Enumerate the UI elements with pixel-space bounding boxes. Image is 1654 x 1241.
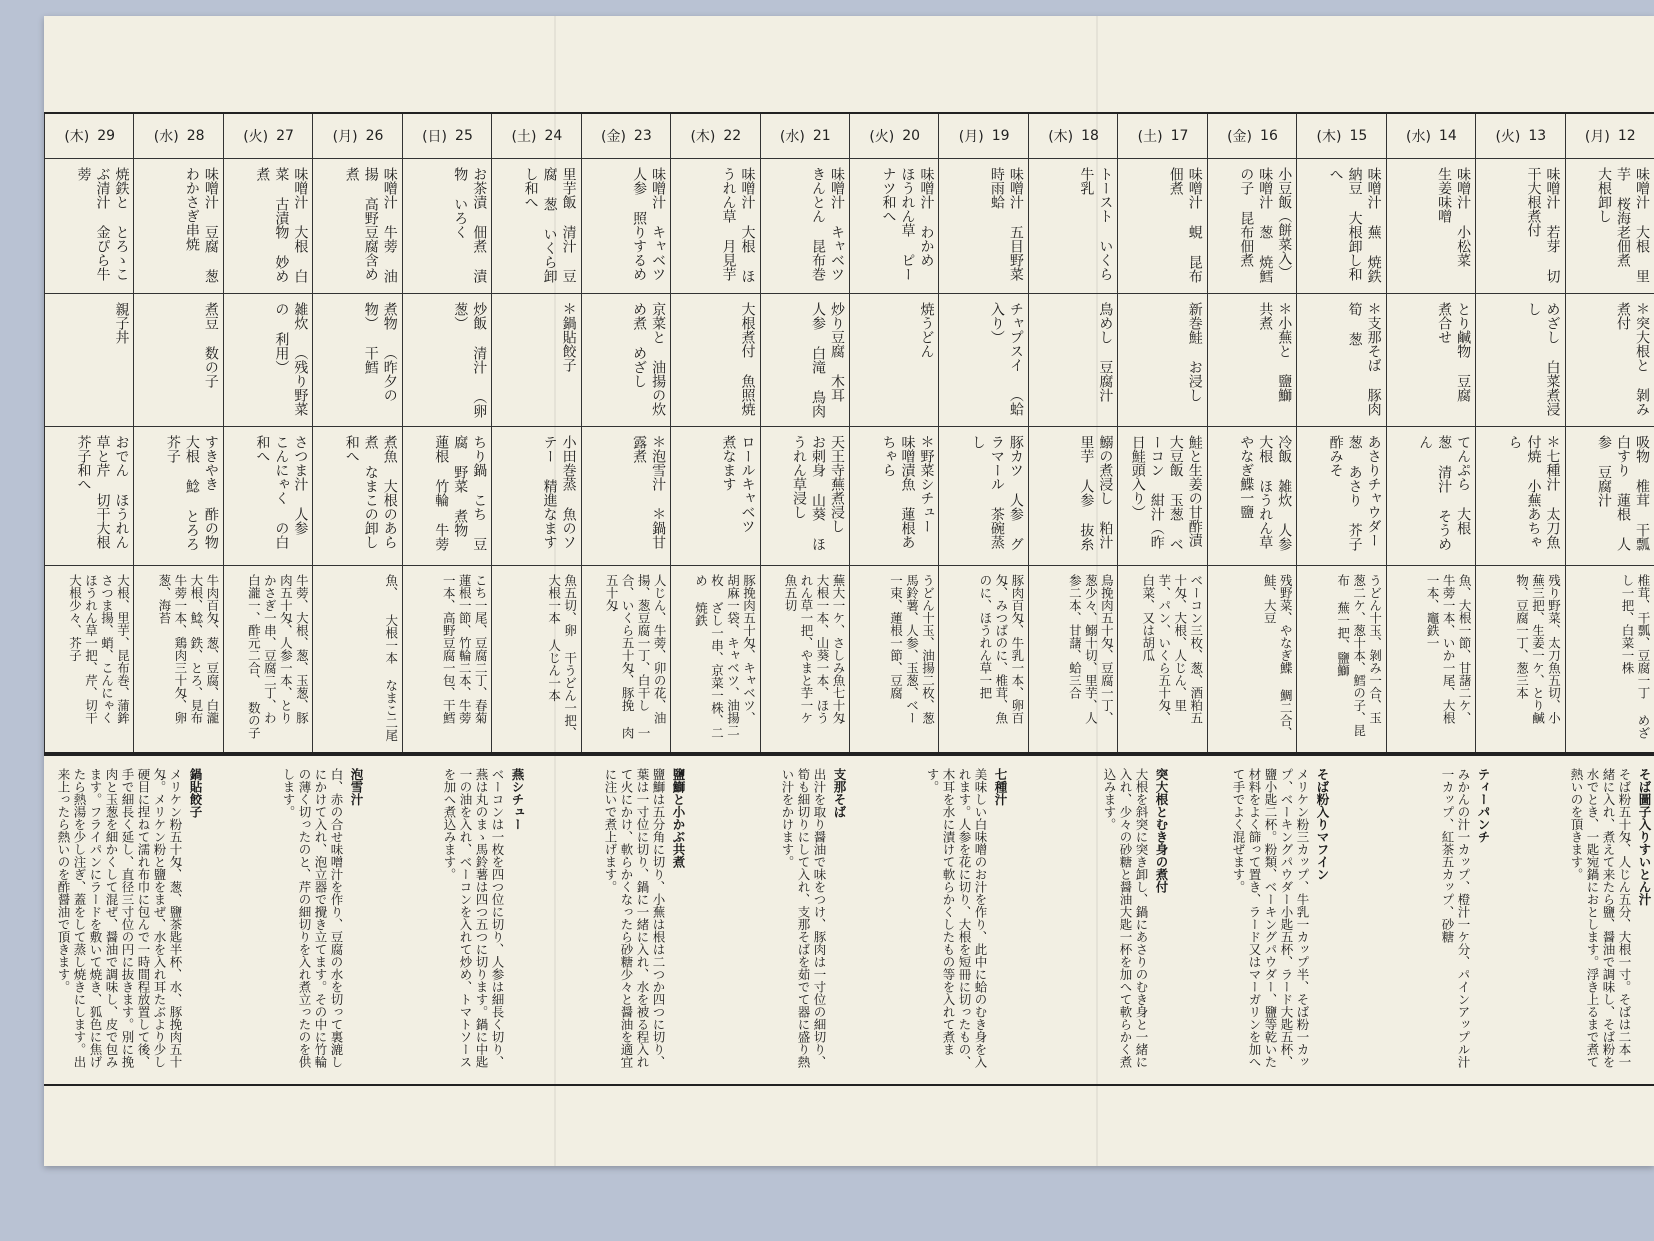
dinner-cell [671,427,760,566]
dinner-cell [1029,427,1118,566]
breakfast-text: お茶漬 佃煮 漬物 いろく [452,167,488,283]
breakfast-text: 焼鉄と とろゝこぶ清汁 金ぴら牛蒡 [75,167,130,281]
dinner-text: 吸物 椎茸 干瓢 白すり 蓮根 人参 豆腐汁 [1595,435,1650,551]
day-header [761,114,850,159]
shopping-cell [1029,566,1118,755]
weekday-label: (水) [1405,129,1431,145]
weekday-label: (水) [779,129,805,145]
breakfast-cell [1029,159,1118,294]
weekday-label: (火) [1495,129,1521,145]
shopping-text: 豚肉百匁、牛乳一本、卵百 匁、みつばのに、椎茸、魚 のに、ほうれん草一把 [977,574,1025,724]
dinner-cell [313,427,402,566]
dinner-cell [45,427,134,566]
breakfast-text: 味噌汁 五目野菜 時雨蛤 [988,167,1024,281]
recipe-body: 大根を斜突に突き卸し、鍋にあさりのむき身と一緒に入れ、少々の砂糖と醤油大匙一杯を加へて軟らかく煮込みます。 [1102,768,1149,1068]
breakfast-text: トースト いくら 牛乳 [1078,167,1114,281]
recipe-note [688,756,849,1084]
lunch-text: チャプスイ （蛤入り） [988,302,1024,416]
day-column [1117,114,1207,752]
date-label: 19 [991,128,1010,144]
recipe-notes [44,756,1654,1084]
day-header [1387,114,1476,159]
breakfast-cell [1387,159,1476,294]
lunch-cell [224,294,313,427]
recipe-body: 白、赤の合せ味噌汁を作り、豆腐の水を切って裏漉しにかけて入れ、泡立器で攪き立てます。その中に竹輪の薄く切ったのと、芹の細切りを入れ煮立ったのを供します。 [281,768,344,1068]
breakfast-cell [671,159,760,294]
day-column [849,114,939,752]
lunch-cell [1566,294,1654,427]
date-label: 18 [1081,128,1099,144]
breakfast-cell [492,159,581,294]
breakfast-text: 味噌汁 キャベツ 人参 照りするめ [631,167,667,281]
shopping-text: 魚、 大根一本 なまこ二尾 [383,574,399,742]
dinner-cell [939,427,1028,566]
lunch-text: 炒り豆腐 木耳 人参 白滝 鳥肉 [809,302,845,418]
breakfast-cell [1566,159,1654,294]
dinner-text: ロールキャベツ 煮なます [720,435,756,533]
shopping-cell [134,566,223,755]
weekday-label: (火) [243,129,269,145]
dinner-cell [492,427,581,566]
weekday-label: (木) [1316,129,1342,145]
dinner-cell [403,427,492,566]
day-header [1118,114,1207,159]
breakfast-text: 味噌汁 キャベツ きんとん 昆布巻 [809,167,845,281]
shopping-cell [1118,566,1207,755]
weekday-label: (金) [600,129,626,145]
lunch-cell [850,294,939,427]
date-label: 28 [186,128,205,144]
lunch-cell [403,294,492,427]
recipe-body: ベーコンは一枚を四つ位に切り、人参は細長く切り、燕は丸のまゝ馬鈴薯は四つ五つに切ります。鍋に中匙一の油を入れ、ベーコンを入れて炒め、トマトソースを加へ煮込みます。 [442,768,505,1068]
dinner-text: 天王寺蕪煮浸し お刺身 山葵 ほうれん草浸し [790,435,845,551]
day-header [45,114,134,159]
lunch-text: 煮物 （昨夕の物） 干鱈 [362,302,398,402]
recipe-title: 七種汁 [993,768,1008,806]
date-label: 15 [1349,128,1368,144]
shopping-text: うどん十玉、剝み一合、玉 葱二ケ、葱十本、鱈の子、昆布 蕪一把、鹽鰤 [1335,574,1383,737]
menu-table [44,114,1654,752]
dinner-cell [1566,427,1654,566]
recipe-body: メリケン粉三カップ、牛乳一カップ半、そば粉一カップ、ベーキングパウダー小匙五杯、ラード大匙五杯、鹽小匙二杯。粉類、ベーキングパウダー、鹽等乾いた材料をよく篩って置き、ラード又はマーガリンを加へて手でよく混ぜます。 [1231,768,1310,1068]
weekday-label: (金) [1227,129,1253,145]
shopping-text: 魚、大根一節、甘藷二ケ、 牛蒡一本、いか一尾、大根 一本、竈鉄一 [1425,574,1473,724]
shopping-cell [1297,566,1386,755]
dinner-text: 豚カツ 人参 グラマール 茶碗蒸し [969,435,1024,551]
weekday-label: (火) [869,129,895,145]
dinner-text: 冷飯 雑炊 人参 大根 ほうれん草 やなぎ鰈一鹽 [1238,435,1293,551]
dinner-cell [1208,427,1297,566]
dinner-text: ちり鍋 こち 豆腐 野菜 煮物 蓮根 竹輪 牛蒡 [433,435,488,551]
recipe-note [1171,756,1332,1084]
shopping-cell [939,566,1028,755]
dinner-text: あさりチャウダー 葱 あさり 芥子酢みそ [1327,435,1382,551]
breakfast-cell [313,159,402,294]
breakfast-text: 味噌汁 蜆 昆布佃煮 [1167,167,1203,283]
breakfast-text: 小豆飯（餅菜入） 味噌汁 葱 焼鱈の子 昆布佃煮 [1238,167,1293,283]
shopping-cell [224,566,313,755]
dinner-text: てんぷら 大根 葱 清汁 そうめん [1417,435,1472,551]
weekday-label: (木) [1048,129,1074,145]
recipe-title: そば圖子入りすいとん汁 [1637,768,1652,906]
shopping-text: 残野菜、やなぎ鰈 鯛二合、鮭、大豆 [1262,574,1294,739]
recipe-body: メリケン粉五十匁、葱、鹽茶匙半杯、水、豚挽肉五十匁。メリケン粉と鹽をまぜ、水を入れ耳たぶより少し硬目に捏ねて濡れ布巾に包んで一時間程放置して後、手で細長く延し、直径三寸位の円に抜きます。別に挽肉と玉葱を細かくして混ぜ、醤油で調味し、皮で包みます。フライパンにラードを敷いて焼き、狐色に焦げたら熱湯を少し注ぎ、蓋をして蒸し焼きにします。出来上ったら熱いのを酢醤油で頂きます。 [56,768,183,1068]
day-column [1028,114,1118,752]
recipe-title: 突大根とむき身の煮付 [1154,768,1169,893]
dinner-cell [1387,427,1476,566]
recipe-note [1010,756,1171,1084]
lunch-cell [1476,294,1565,427]
breakfast-cell [1208,159,1297,294]
dinner-text: 小田巻蒸 魚のソテー 精進なます [541,435,577,549]
bottom-rule [44,1084,1654,1086]
shopping-cell [1208,566,1297,755]
weekday-label: (月) [1584,129,1610,145]
day-header [671,114,760,159]
shopping-cell [761,566,850,755]
breakfast-cell [1118,159,1207,294]
lunch-cell [45,294,134,427]
lunch-text: 新巻鮭 お浸し [1186,302,1203,402]
lunch-cell [313,294,402,427]
breakfast-text: 味噌汁 小松菜 生姜味噌 [1436,167,1472,267]
recipe-body: 鹽鰤は五分角に切り、小蕪は根は二つか四つに切り、葉は一寸位に切り、鍋に一緒に入れ、水を被る程入れて火にかけ、軟らかくなったら砂糖少々と醤油を適宜に注いで煮上げます。 [603,768,666,1068]
breakfast-text: 味噌汁 大根 ほうれん草 月見芋 [720,167,756,283]
shopping-text: 残り野菜、太刀魚五切、小 蕪三把、生姜一ケ、とり鹹 物、豆腐一丁、葱三本 [1514,574,1562,724]
shopping-text: こち一尾、豆腐二丁、春菊 蓮根一節、竹輪二本、牛蒡 一本、高野豆腐一包、干鱈 [441,574,489,724]
shopping-cell [313,566,402,755]
lunch-cell [939,294,1028,427]
date-label: 22 [723,128,742,144]
shopping-text: 牛肉百匁、葱、豆腐、白瀧 大根、鯰、鉄、とろ、見布 牛蒡一本、鶏肉三十匁、卵 葱、海苔 [156,574,220,724]
day-header [1566,114,1654,159]
shopping-cell [45,566,134,755]
day-header [313,114,402,159]
lunch-cell [1387,294,1476,427]
breakfast-text: 里芋飯 清汁 豆腐 葱 いくら卸し和へ [522,167,577,283]
lunch-text: ＊支那そば 豚肉 筍 葱 [1346,302,1382,416]
breakfast-text: 味噌汁 大根 白菜 古漬物 妙め煮 [254,167,309,283]
breakfast-cell [1476,159,1565,294]
lunch-cell [492,294,581,427]
shopping-cell [1476,566,1565,755]
recipe-title: 泡雪汁 [349,768,364,806]
menu-sheet [44,16,1654,1166]
dinner-text: 煮魚 大根のあら煮 なまこの卸し和へ [343,435,398,549]
recipe-note [205,756,366,1084]
dinner-cell [850,427,939,566]
dinner-cell [1118,427,1207,566]
shopping-cell [492,566,581,755]
day-header [224,114,313,159]
lunch-text: 炒飯 清汁 （卵 葱） [452,302,488,418]
dinner-text: 鰯の煮浸し 粕汁 里芋 人参 抜糸 [1078,435,1114,551]
day-header [1476,114,1565,159]
day-header [850,114,939,159]
date-label: 20 [902,128,921,144]
recipe-note [366,756,527,1084]
date-label: 23 [633,128,652,144]
weekday-label: (月) [958,129,984,145]
day-column [402,114,492,752]
recipe-title: そば粉入りマフイン [1315,768,1330,881]
dinner-cell [224,427,313,566]
day-column [1386,114,1476,752]
shopping-text: 豚挽肉五十匁、キャベツ、 胡麻一袋、キャベツ、油揚二枚 ざし一串、京菜一株、二め 焼鉄 [693,574,757,739]
day-header [403,114,492,159]
lunch-text: とり鹹物 豆腐 煮合せ [1436,302,1472,402]
date-label: 26 [365,128,384,144]
recipe-note [44,756,205,1084]
breakfast-cell [403,159,492,294]
recipe-body: 美味しい白味噌のお汁を作り、此中に蛤のむき身を入れます。人参を花に切り、大根を短冊に切ったもの、木耳を水に漬けて軟らかくしたもの等を入れて煮ます。 [925,768,988,1068]
date-label: 25 [455,128,473,144]
dinner-text: ＊野菜シチュー 味噌漬魚 蓮根あちゃら [880,435,935,549]
weekday-label: (木) [690,129,716,145]
lunch-text: 京菜と 油揚の炊め煮 めざし [631,302,667,416]
shopping-text: うどん十玉、油揚二枚、葱 馬鈴薯、人参、玉葱、ベー 一束、蓮根一節、豆腐 [888,574,936,724]
lunch-text: 煮豆 数の子 [202,302,219,388]
lunch-text: 鳥めし 豆腐汁 [1097,302,1114,402]
lunch-cell [1029,294,1118,427]
shopping-cell [582,566,671,755]
dinner-cell [761,427,850,566]
lunch-cell [1297,294,1386,427]
shopping-text: 人じん、牛蒡、卯の花、油 揚、葱豆腐一丁、白干し 一合、いくら五十匁、豚挽 肉五十匁 [604,574,668,739]
breakfast-text: 味噌汁 若芽 切干大根煮付 [1525,167,1561,283]
dinner-cell [582,427,671,566]
dinner-text: 鮭と生姜の甘酢漬 大豆飯 玉葱 ベーコン 紺汁（昨日鮭頭入り） [1129,435,1203,551]
dinner-text: すきやき 酢の物 大根 鯰 とろろ芥子 [164,435,219,551]
breakfast-text: 味噌汁 蕪 焼鉄 納豆 大根卸し和へ [1327,167,1382,283]
dinner-cell [134,427,223,566]
weekday-label: (木) [64,129,90,145]
day-column [1475,114,1565,752]
breakfast-cell [1297,159,1386,294]
shopping-text: 大根、里芋、昆布巻、蒲鉾 さつま揚、蛸、こんにゃく ほうれん草一把、芹、切干 大根少々、芥子 [67,574,131,724]
lunch-cell [671,294,760,427]
breakfast-cell [224,159,313,294]
breakfast-text: 味噌汁 大根 里芋 桜海老佃煮 大根卸し [1595,167,1650,283]
breakfast-text: 味噌汁 牛蒡 油揚 高野豆腐含め煮 [343,167,398,283]
breakfast-cell [45,159,134,294]
date-label: 14 [1438,128,1457,144]
lunch-text: 雑炊 （残り野菜の 利用） [273,302,309,416]
recipe-title: 鹽鰤と小かぶ共煮 [671,768,686,868]
shopping-text: 椎茸、干瓢、豆腐一丁 めざし一把、白菜一株 [1619,574,1651,739]
day-column [223,114,313,752]
shopping-text: 牛蒡、大根、葱、玉葱、豚 肉五十匁、人参一本、とり かさぎ一串、豆腐二丁、わ 白瀧一、酢元二合、 数の子 [246,574,310,739]
day-header [1297,114,1386,159]
day-column [670,114,760,752]
recipe-body: そば粉五十匁、人じん五分、大根一寸。そばは二本一緒に入れ、煮えて来たら鹽、醤油で調味し、そば粉を水でとき、一匙宛鍋におとします。浮き上るまで煮て熱いのを頂きます。 [1569,768,1632,1068]
shopping-text: 鳥挽肉五十匁、豆腐一丁、 葱少々、鰯十切、里芋、人 参二本、甘藷、蛤三合 [1067,574,1115,724]
date-label: 29 [97,128,116,144]
date-label: 16 [1260,128,1278,144]
lunch-cell [134,294,223,427]
day-header [134,114,223,159]
breakfast-cell [582,159,671,294]
lunch-text: 親子丼 [113,302,130,344]
day-column [44,114,134,752]
shopping-cell [1387,566,1476,755]
lunch-cell [582,294,671,427]
recipe-body: みかんの汁一カップ、橙汁一ケ分、パインアップル汁一カップ、紅茶五カップ、砂糖 [1440,768,1471,1068]
recipe-note [849,756,1010,1084]
weekday-label: (土) [1137,129,1163,145]
day-column [1565,114,1654,752]
day-column [1207,114,1297,752]
lunch-cell [1118,294,1207,427]
weekday-label: (月) [332,129,358,145]
lunch-text: ＊突大根と 剝み煮付 [1614,302,1650,416]
date-label: 24 [544,128,563,144]
date-label: 12 [1617,128,1636,144]
shopping-text: ベーコン三枚、葱、酒粕五 十匁、大根、人じん、里 芋、パン、いくら五十匁、 白菜、又は胡瓜 [1140,574,1204,724]
weekday-label: (水) [153,129,179,145]
lunch-text: ＊鍋貼餃子 [560,302,577,372]
breakfast-cell [850,159,939,294]
date-label: 21 [812,128,831,144]
lunch-text: 焼うどん [918,302,935,358]
day-column [938,114,1028,752]
date-label: 13 [1528,128,1547,144]
lunch-text: ＊小蕪と 鹽鰤 共煮 [1257,302,1293,402]
recipe-note [1332,756,1493,1084]
breakfast-cell [761,159,850,294]
weekday-label: (土) [511,129,537,145]
breakfast-text: 味噌汁 豆腐 葱 わかさぎ串焼 [183,167,219,283]
recipe-title: 鍋貼餃子 [188,768,203,818]
day-column [1296,114,1386,752]
breakfast-text: 味噌汁 わかめ ほうれん草 ピーナツ和へ [880,167,935,281]
shopping-cell [1566,566,1654,755]
day-header [1029,114,1118,159]
dinner-cell [1476,427,1565,566]
shopping-cell [850,566,939,755]
day-column [760,114,850,752]
recipe-note [1493,756,1654,1084]
day-header [492,114,581,159]
dinner-cell [1297,427,1386,566]
recipe-note [527,756,688,1084]
date-label: 27 [276,128,294,144]
recipe-title: ティーパンチ [1476,768,1491,843]
shopping-cell [403,566,492,755]
breakfast-cell [134,159,223,294]
recipe-title: 支那そば [832,768,847,818]
day-column [312,114,402,752]
date-label: 17 [1170,128,1189,144]
shopping-text: 魚五切、卵 干うどん一把、大根一本 人じん一本 [546,574,578,739]
day-column [133,114,223,752]
lunch-text: 大根煮付 魚照焼 [739,302,756,416]
dinner-text: ＊七種汁 太刀魚付焼 小蕪あちゃら [1506,435,1561,549]
lunch-cell [761,294,850,427]
recipe-body: 出汁を取り醤油で味をつけ、豚肉は一寸位の細切り、筍も細切りにして入れ、支那そばを茹でて器に盛り熱い汁をかけます。 [780,768,827,1068]
breakfast-cell [939,159,1028,294]
shopping-text: 蕪大一ケ、さしみ魚七十匁 大根一本、山葵一本、ほう れん草一把、やまと芋一ケ 魚五切 [782,574,846,724]
day-column [581,114,671,752]
shopping-cell [671,566,760,755]
lunch-cell [1208,294,1297,427]
weekday-label: (日) [422,129,448,145]
day-column [491,114,581,752]
recipe-title: 燕シチュー [510,768,525,831]
lunch-text: めざし 白菜煮浸し [1525,302,1561,416]
day-header [939,114,1028,159]
day-header [1208,114,1297,159]
dinner-text: おでん ほうれん草と芹 切干大根 芥子和へ [75,435,130,549]
dinner-text: さつま汁 人参 こんにゃく の白和へ [254,435,309,549]
day-header [582,114,671,159]
dinner-text: ＊泡雪汁 ＊鍋甘露煮 [631,435,667,549]
